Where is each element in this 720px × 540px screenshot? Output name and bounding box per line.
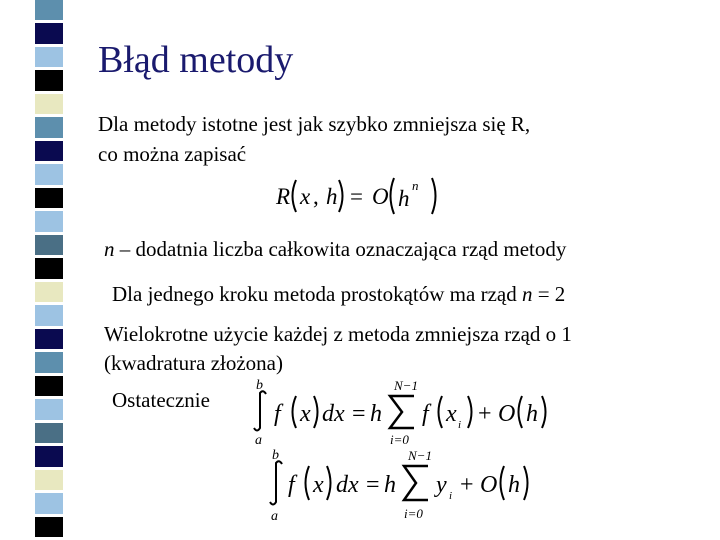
- stripe-square: [35, 47, 63, 70]
- svg-text:h: h: [326, 184, 338, 209]
- stripe-square: [35, 188, 63, 211]
- svg-text:f: f: [288, 472, 295, 498]
- slide-title: Błąd metody: [98, 39, 294, 81]
- svg-text:a: a: [271, 509, 278, 524]
- svg-text:h: h: [384, 472, 396, 498]
- error-formula: [272, 172, 452, 218]
- svg-text:h: h: [370, 401, 382, 427]
- stripe-square: [35, 493, 63, 516]
- svg-text:N−1: N−1: [394, 378, 418, 393]
- stripe-square: [35, 517, 63, 540]
- svg-text:O: O: [372, 184, 389, 209]
- svg-text:+: +: [478, 401, 492, 427]
- svg-text:i=0: i=0: [404, 506, 423, 521]
- final-sum-formula: [262, 446, 552, 524]
- rectangle-method-line: Dla jednego kroku metoda prostokątów ma rząd n = 2: [112, 282, 566, 306]
- stripe-square: [35, 211, 63, 234]
- stripe-square: [35, 94, 63, 117]
- stripe-square: [35, 376, 63, 399]
- intro-line-1: Dla metody istotne jest jak szybko zmniejsza się R,: [98, 112, 531, 136]
- svg-text:x: x: [446, 401, 457, 427]
- stripe-square: [35, 305, 63, 328]
- svg-text:x: x: [313, 472, 324, 498]
- stripe-square: [35, 282, 63, 305]
- svg-text:n: n: [412, 178, 419, 193]
- svg-text:i=0: i=0: [390, 432, 409, 446]
- svg-text:b: b: [272, 448, 279, 463]
- stripe-square: [35, 470, 63, 493]
- stripe-square: [35, 235, 63, 258]
- stripe-square: [35, 70, 63, 93]
- intro-line-2: co można zapisać: [98, 142, 247, 166]
- composite-sum-formula: [244, 376, 564, 446]
- svg-text:x: x: [300, 184, 311, 209]
- stripe-square: [35, 329, 63, 352]
- stripe-square: [35, 446, 63, 469]
- stripe-square: [35, 399, 63, 422]
- stripe-square: [35, 164, 63, 187]
- decorative-stripe: [35, 0, 63, 540]
- svg-text:=: =: [366, 472, 380, 498]
- svg-text:i: i: [449, 490, 453, 502]
- svg-text:f: f: [422, 401, 429, 427]
- svg-text:R: R: [276, 184, 291, 209]
- stripe-square: [35, 23, 63, 46]
- svg-text:dx: dx: [322, 401, 345, 427]
- svg-text:i: i: [458, 419, 462, 431]
- svg-text:dx: dx: [336, 472, 359, 498]
- composite-line-1: Wielokrotne użycie każdej z metoda zmniejsza rząd o 1: [104, 322, 572, 346]
- svg-text:O: O: [498, 401, 516, 427]
- final-label: Ostatecznie: [112, 388, 210, 412]
- svg-text:+: +: [460, 472, 474, 498]
- svg-text:O: O: [480, 472, 498, 498]
- svg-text:h: h: [398, 186, 410, 211]
- stripe-square: [35, 423, 63, 446]
- svg-text:h: h: [526, 401, 538, 427]
- svg-text:N−1: N−1: [408, 448, 432, 463]
- stripe-square: [35, 117, 63, 140]
- composite-line-2: (kwadratura złożona): [104, 351, 283, 375]
- svg-text:,: ,: [313, 184, 319, 209]
- stripe-square: [35, 352, 63, 375]
- svg-text:x: x: [300, 401, 311, 427]
- stripe-square: [35, 141, 63, 164]
- svg-text:=: =: [350, 184, 363, 209]
- svg-text:y: y: [436, 472, 447, 498]
- svg-text:h: h: [508, 472, 520, 498]
- svg-text:b: b: [256, 378, 263, 393]
- svg-text:f: f: [274, 401, 281, 427]
- stripe-square: [35, 258, 63, 281]
- order-definition-line: n – dodatnia liczba całkowita oznaczająca rząd metody: [104, 237, 567, 261]
- svg-text:=: =: [352, 401, 366, 427]
- svg-text:a: a: [255, 433, 262, 446]
- stripe-square: [35, 0, 63, 23]
